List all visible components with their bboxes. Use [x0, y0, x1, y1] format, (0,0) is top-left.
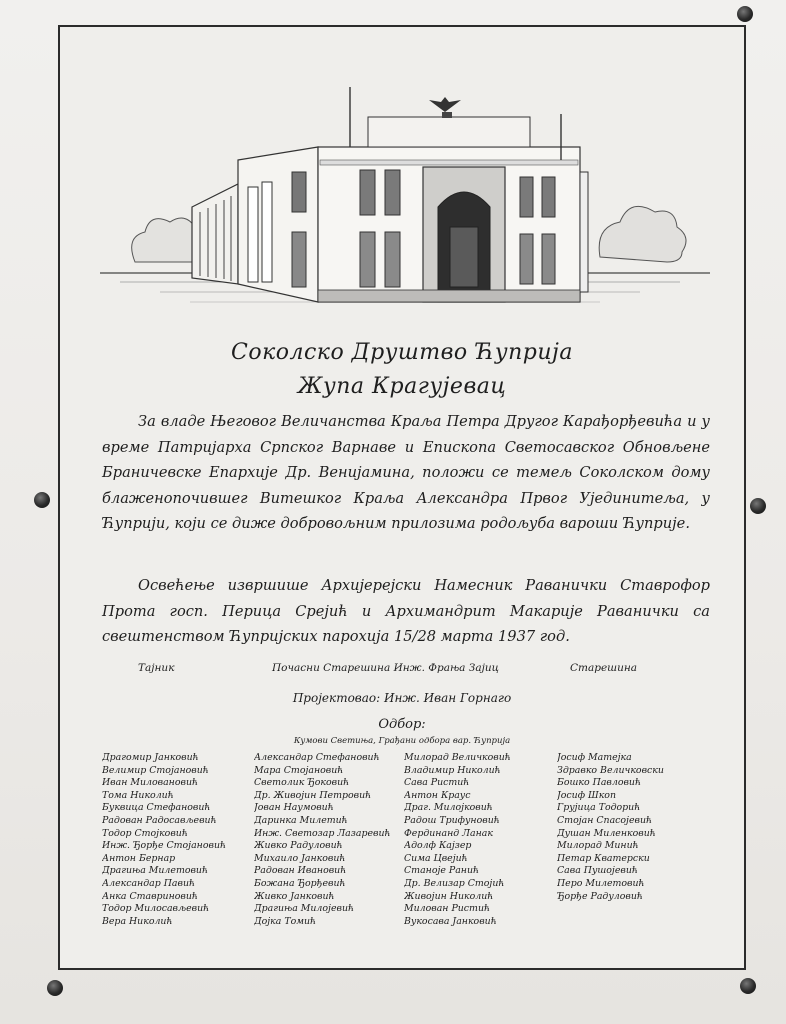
committee-member: Сима Цвејић — [404, 852, 468, 864]
eagle-statue-icon — [429, 97, 461, 118]
committee-member: Тодор Стојковић — [102, 827, 188, 839]
committee-column-1 — [102, 752, 252, 928]
committee-member: Живојин Николић — [404, 890, 494, 902]
committee-list — [102, 752, 712, 962]
committee-member: Јосиф Матејка — [557, 752, 632, 763]
committee-member: Тома Николић — [102, 789, 174, 801]
committee-member: Адолф Кајзер — [404, 840, 472, 852]
committee-member: Тодор Милосављевић — [102, 903, 210, 915]
committee-member: Ђорђе Радуловић — [557, 890, 643, 902]
committee-member: Дојка Томић — [254, 915, 317, 927]
committee-member: Станоје Ранић — [404, 865, 480, 877]
district-title: Жупа Крагујевац — [297, 374, 507, 399]
committee-member: Јован Наумовић — [254, 802, 334, 814]
architect-line: Пројектовао: Инж. Иван Горнаго — [292, 691, 512, 705]
committee-member: Мара Стојановић — [254, 764, 344, 776]
committee-member: Михаило Јанковић — [254, 852, 346, 864]
board-heading: Одбор: — [378, 717, 426, 732]
thumbtack-icon — [737, 6, 753, 22]
society-title: Соколско Друштво Ћуприја — [231, 340, 573, 365]
committee-member: Фердинанд Ланак — [404, 827, 493, 839]
committee-member: Александар Павић — [102, 877, 196, 889]
commemorative-sheet — [58, 25, 746, 970]
committee-column-4 — [557, 752, 707, 903]
committee-column-3 — [404, 752, 554, 928]
board-note: Кумови Светиња, Грађани одбора вар. Ћуприја — [293, 736, 511, 746]
committee-member: Петар Кватерски — [557, 852, 650, 864]
committee-member: Сава Пушојевић — [557, 865, 638, 877]
committee-member: Милован Ристић — [404, 903, 491, 915]
honorary-chairman-label: Почасни Старешина Инж. Фрања Зајиц — [272, 662, 499, 674]
committee-member: Др. Живојин Петровић — [254, 789, 372, 801]
committee-member: Радован Ивановић — [254, 865, 347, 877]
committee-member: Антон Краус — [404, 789, 471, 801]
committee-member: Инж. Светозар Лазаревић — [254, 827, 391, 839]
committee-member: Светолик Ђоковић — [254, 777, 350, 789]
committee-column-2 — [254, 752, 404, 928]
committee-member: Јосиф Шкоп — [557, 789, 616, 801]
committee-member: Вукосава Јанковић — [404, 915, 497, 927]
committee-member: Др. Велизар Стојић — [404, 877, 505, 889]
committee-member: Александар Стефановић — [254, 752, 380, 763]
committee-member: Буквица Стефановић — [102, 802, 211, 814]
thumbtack-icon — [47, 980, 63, 996]
committee-member: Драгиња Милетовић — [102, 865, 209, 877]
committee-member: Живко Јанковић — [254, 890, 335, 902]
committee-member: Стојан Спасојевић — [557, 814, 653, 826]
committee-member: Владимир Николић — [404, 764, 501, 776]
committee-member: Душан Миленковић — [557, 827, 656, 839]
committee-member: Антон Бернар — [102, 852, 176, 864]
committee-member: Перо Милетовић — [557, 877, 645, 889]
committee-member: Драгиња Милојевић — [254, 903, 355, 915]
thumbtack-icon — [34, 492, 50, 508]
committee-member: Инж. Ђорђе Стојановић — [102, 840, 227, 852]
committee-member: Божана Ђорђевић — [254, 877, 346, 889]
committee-member: Милорад Минић — [557, 840, 639, 852]
committee-member: Анка Ставриновић — [102, 890, 198, 902]
committee-member: Драгомир Јанковић — [102, 752, 199, 763]
committee-member: Милорад Величковић — [404, 752, 511, 763]
committee-member: Радош Трифуновић — [404, 814, 500, 826]
committee-member: Даринка Милетић — [254, 814, 348, 826]
committee-member: Радован Радосављевић — [102, 814, 217, 826]
committee-member: Здравко Величковски — [557, 764, 664, 776]
committee-member: Живко Радуловић — [254, 840, 343, 852]
thumbtack-icon — [740, 978, 756, 994]
committee-member: Сава Ристић — [404, 777, 470, 789]
committee-member: Велимир Стојановић — [102, 764, 209, 776]
consecration-paragraph: Освећење извршише Архијерејски Намесник Раванички Ставрофор Прота госп. Перица Срејић и Архимандрит Макарије Раванички са свештенством Ћупријских парохија 15/28 марта 1937 год. — [102, 577, 710, 645]
secretary-label: Тајник — [138, 662, 175, 674]
committee-member: Вера Николић — [102, 915, 173, 927]
dedication-paragraph: За владе Његовог Величанства Краља Петра Другог Карађорђевића и у време Патријарха Српског Варнаве и Епископа Светосавског Обновљене Браничевске Епархије Др. Венијамина, положи се темељ Соколском дому блаженопочившег Витешког Краља Александра Првог Ујединитеља, у Ћуприји, који се диже добровољним прилозима родољуба вароши Ћуприје. — [102, 413, 710, 532]
chairman-label: Старешина — [570, 662, 638, 674]
committee-member: Иван Миловановић — [102, 777, 199, 789]
committee-member: Грујица Тодорић — [557, 802, 641, 814]
building-illustration-icon — [80, 62, 730, 322]
committee-member: Бошко Павловић — [557, 777, 642, 789]
committee-member: Драг. Милојковић — [404, 802, 493, 814]
thumbtack-icon — [750, 498, 766, 514]
